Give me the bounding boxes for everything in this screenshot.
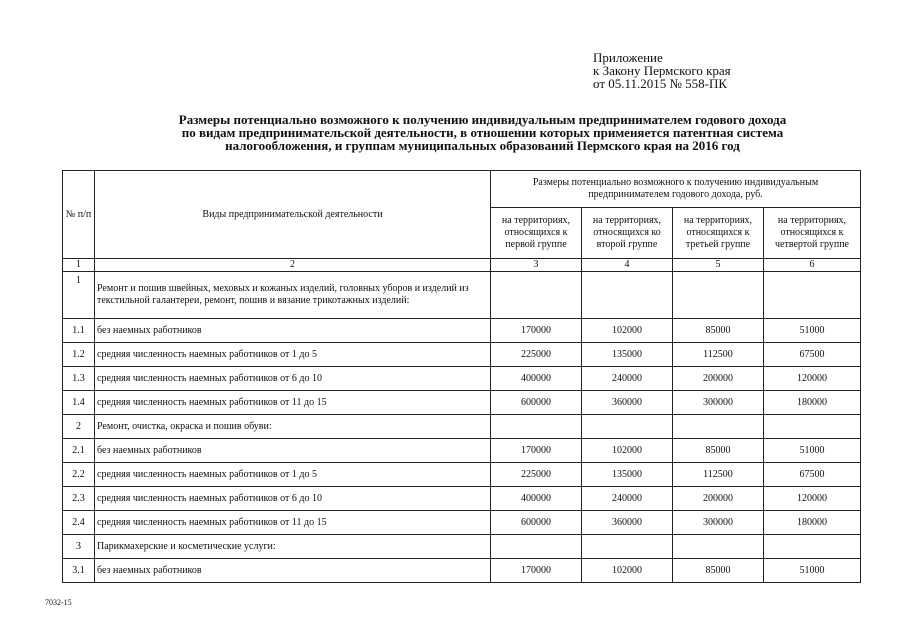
row-value: 225000 bbox=[491, 463, 582, 487]
index-cell: 1 bbox=[63, 259, 95, 272]
row-value bbox=[764, 535, 861, 559]
row-value: 102000 bbox=[582, 559, 673, 583]
appendix-line: от 05.11.2015 № 558-ПК bbox=[593, 76, 728, 91]
row-value: 180000 bbox=[764, 511, 861, 535]
row-value: 200000 bbox=[673, 367, 764, 391]
row-num: 2.1 bbox=[63, 439, 95, 463]
row-value: 120000 bbox=[764, 487, 861, 511]
row-value: 400000 bbox=[491, 487, 582, 511]
index-cell: 5 bbox=[673, 259, 764, 272]
row-name: средняя численность наемных работников от 6 до 10 bbox=[95, 367, 491, 391]
row-value: 135000 bbox=[582, 463, 673, 487]
index-cell: 3 bbox=[491, 259, 582, 272]
row-value: 170000 bbox=[491, 319, 582, 343]
row-value: 170000 bbox=[491, 439, 582, 463]
row-value: 112500 bbox=[673, 343, 764, 367]
row-num: 1.3 bbox=[63, 367, 95, 391]
table-row bbox=[63, 415, 861, 439]
row-value: 112500 bbox=[673, 463, 764, 487]
row-value: 400000 bbox=[491, 367, 582, 391]
row-num: 1.2 bbox=[63, 343, 95, 367]
table-row bbox=[63, 343, 861, 367]
header-num: № п/п bbox=[63, 171, 95, 259]
row-name: средняя численность наемных работников от 1 до 5 bbox=[95, 463, 491, 487]
row-value bbox=[491, 272, 582, 319]
row-value: 135000 bbox=[582, 343, 673, 367]
appendix-line: Приложение bbox=[593, 50, 663, 65]
row-name: Ремонт, очистка, окраска и пошив обуви: bbox=[95, 415, 491, 439]
row-value: 360000 bbox=[582, 511, 673, 535]
row-num: 2.3 bbox=[63, 487, 95, 511]
table-row bbox=[63, 487, 861, 511]
row-value: 200000 bbox=[673, 487, 764, 511]
row-name: без наемных работников bbox=[95, 319, 491, 343]
title-line: налогообложения, и группам муниципальных образований Пермского края на 2016 год bbox=[225, 138, 740, 153]
document-title bbox=[60, 113, 905, 152]
row-value: 170000 bbox=[491, 559, 582, 583]
row-value bbox=[673, 535, 764, 559]
table-row bbox=[63, 559, 861, 583]
row-name: Парикмахерские и косметические услуги: bbox=[95, 535, 491, 559]
row-value bbox=[491, 535, 582, 559]
row-value: 85000 bbox=[673, 319, 764, 343]
row-value: 67500 bbox=[764, 343, 861, 367]
row-value bbox=[673, 415, 764, 439]
index-cell: 6 bbox=[764, 259, 861, 272]
document-code: 7032-15 bbox=[45, 598, 72, 607]
header-group: на территориях, относящихся к первой группе bbox=[491, 208, 582, 259]
row-value bbox=[764, 415, 861, 439]
row-value bbox=[673, 272, 764, 319]
row-name: Ремонт и пошив швейных, меховых и кожаных изделий, головных уборов и изделий из текстильной галантереи, ремонт, пошив и вязание трикотажных изделий: bbox=[95, 272, 491, 319]
row-value: 51000 bbox=[764, 559, 861, 583]
table-row bbox=[63, 535, 861, 559]
row-num: 1 bbox=[63, 272, 95, 319]
row-value: 102000 bbox=[582, 319, 673, 343]
row-value: 51000 bbox=[764, 439, 861, 463]
row-num: 3 bbox=[63, 535, 95, 559]
table-row bbox=[63, 463, 861, 487]
row-name: средняя численность наемных работников от 1 до 5 bbox=[95, 343, 491, 367]
table-row bbox=[63, 511, 861, 535]
row-num: 2 bbox=[63, 415, 95, 439]
index-cell: 2 bbox=[95, 259, 491, 272]
row-value bbox=[582, 535, 673, 559]
row-value: 51000 bbox=[764, 319, 861, 343]
index-row bbox=[63, 259, 861, 272]
row-value bbox=[764, 272, 861, 319]
header-group: на территориях, относящихся к четвертой группе bbox=[764, 208, 861, 259]
row-value: 67500 bbox=[764, 463, 861, 487]
row-name: средняя численность наемных работников от 11 до 15 bbox=[95, 511, 491, 535]
appendix-note bbox=[593, 51, 731, 90]
header-row bbox=[63, 171, 861, 208]
row-name: средняя численность наемных работников от 11 до 15 bbox=[95, 391, 491, 415]
row-value: 240000 bbox=[582, 487, 673, 511]
title-line: Размеры потенциально возможного к получению индивидуальным предпринимателем годового дохода bbox=[178, 112, 787, 127]
header-group: на территориях, относящихся к третьей группе bbox=[673, 208, 764, 259]
table-row bbox=[63, 367, 861, 391]
row-value bbox=[582, 272, 673, 319]
table-row bbox=[63, 319, 861, 343]
row-num: 2.2 bbox=[63, 463, 95, 487]
row-value: 300000 bbox=[673, 391, 764, 415]
row-value: 240000 bbox=[582, 367, 673, 391]
row-value: 300000 bbox=[673, 511, 764, 535]
row-value: 360000 bbox=[582, 391, 673, 415]
row-value: 225000 bbox=[491, 343, 582, 367]
row-value: 120000 bbox=[764, 367, 861, 391]
appendix-line: к Закону Пермского края bbox=[593, 63, 731, 78]
row-num: 1.1 bbox=[63, 319, 95, 343]
row-num: 2.4 bbox=[63, 511, 95, 535]
row-name: без наемных работников bbox=[95, 439, 491, 463]
income-table bbox=[62, 170, 861, 583]
row-value: 600000 bbox=[491, 511, 582, 535]
table-row bbox=[63, 439, 861, 463]
row-num: 3.1 bbox=[63, 559, 95, 583]
row-name: средняя численность наемных работников от 6 до 10 bbox=[95, 487, 491, 511]
title-line: по видам предпринимательской деятельности, в отношении которых применяется патентная система bbox=[181, 125, 784, 140]
header-sizes: Размеры потенциально возможного к получению индивидуальным предпринимателем годового дохода, руб. bbox=[491, 171, 861, 208]
row-num: 1.4 bbox=[63, 391, 95, 415]
row-name: без наемных работников bbox=[95, 559, 491, 583]
row-value: 180000 bbox=[764, 391, 861, 415]
header-activity: Виды предпринимательской деятельности bbox=[95, 171, 491, 259]
row-value: 85000 bbox=[673, 559, 764, 583]
row-value: 102000 bbox=[582, 439, 673, 463]
table-row bbox=[63, 391, 861, 415]
header-group: на территориях, относящихся ко второй группе bbox=[582, 208, 673, 259]
row-value bbox=[491, 415, 582, 439]
row-value: 85000 bbox=[673, 439, 764, 463]
index-cell: 4 bbox=[582, 259, 673, 272]
row-value: 600000 bbox=[491, 391, 582, 415]
table-row bbox=[63, 272, 861, 319]
row-value bbox=[582, 415, 673, 439]
